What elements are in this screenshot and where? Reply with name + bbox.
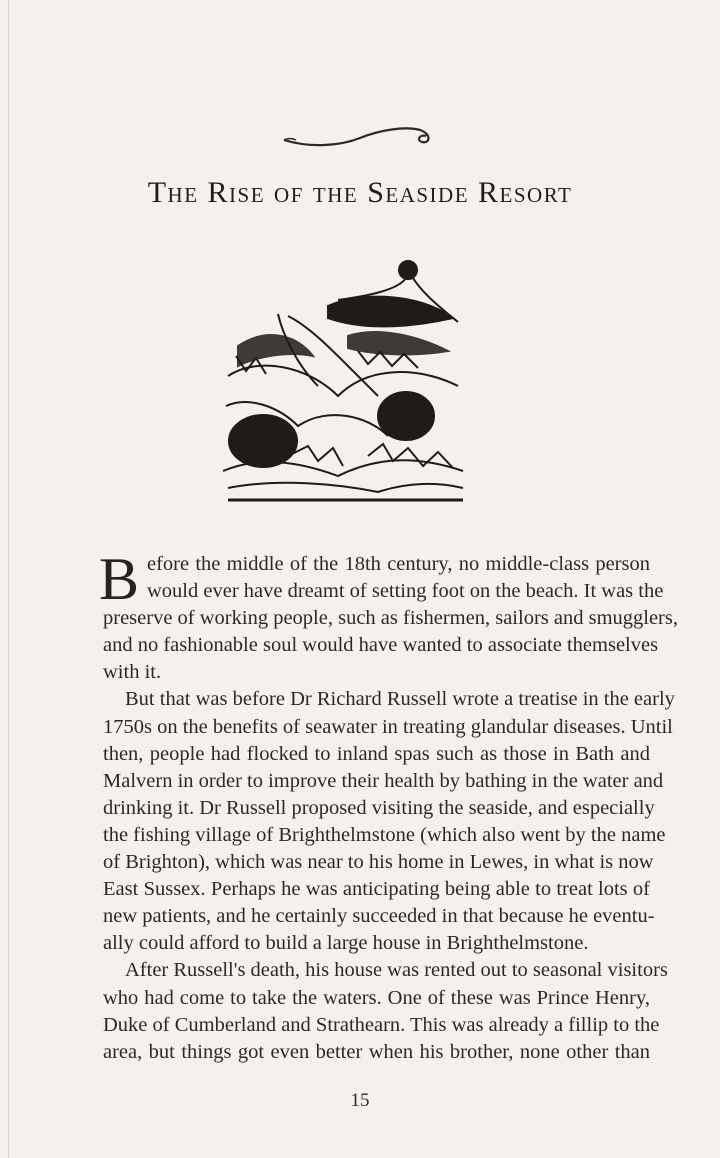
text-line: Malvern in order to improve their health by bathing in the water and [103, 769, 664, 792]
page-edge [8, 0, 9, 1158]
chapter-title: The Rise of the Seaside Resort [147, 176, 573, 209]
text-line: drinking it. Dr Russell proposed visiting the seaside, and especially [103, 796, 655, 819]
text-line: East Sussex. Perhaps he was anticipating being able to treat lots of [103, 878, 650, 901]
paragraph [103, 957, 668, 1065]
swash-ornament-icon [280, 120, 440, 150]
text-line: area, but things got even better when his brother, none other than [103, 1040, 650, 1063]
text-line: new patients, and he certainly succeeded in that because he eventu- [103, 905, 655, 928]
text-line: who had come to take the waters. One of these was Prince Henry, [103, 986, 650, 1009]
body-text [99, 546, 678, 1066]
text-line: efore the middle of the 18th century, no middle-class person [147, 553, 650, 575]
text-line: After Russell's death, his house was rented out to seasonal visitors [125, 959, 668, 982]
text-line: ally could afford to build a large house in Brighthelmstone. [103, 932, 589, 955]
bathing-woman-waves-illustration [218, 256, 468, 504]
text-line: then, people had flocked to inland spas such as those in Bath and [103, 742, 650, 765]
text-line: 1750s on the benefits of seawater in treating glandular diseases. Until [103, 715, 673, 738]
drop-cap: B [99, 546, 140, 612]
text-line: But that was before Dr Richard Russell wrote a treatise in the early [125, 688, 675, 711]
text-line: would ever have dreamt of setting foot on the beach. It was the [147, 580, 664, 603]
paragraph [103, 686, 675, 957]
page-number: 15 [350, 1090, 370, 1111]
text-line: the fishing village of Brighthelmstone (which also went by the name [103, 823, 666, 846]
text-line: with it. [103, 661, 162, 684]
text-line: preserve of working people, such as fishermen, sailors and smugglers, [103, 607, 678, 630]
text-line: and no fashionable soul would have wanted to associate themselves [103, 634, 659, 657]
text-line: of Brighton), which was near to his home in Lewes, in what is now [103, 851, 654, 874]
text-line: Duke of Cumberland and Strathearn. This was already a fillip to the [103, 1013, 660, 1036]
paragraph [99, 546, 678, 686]
